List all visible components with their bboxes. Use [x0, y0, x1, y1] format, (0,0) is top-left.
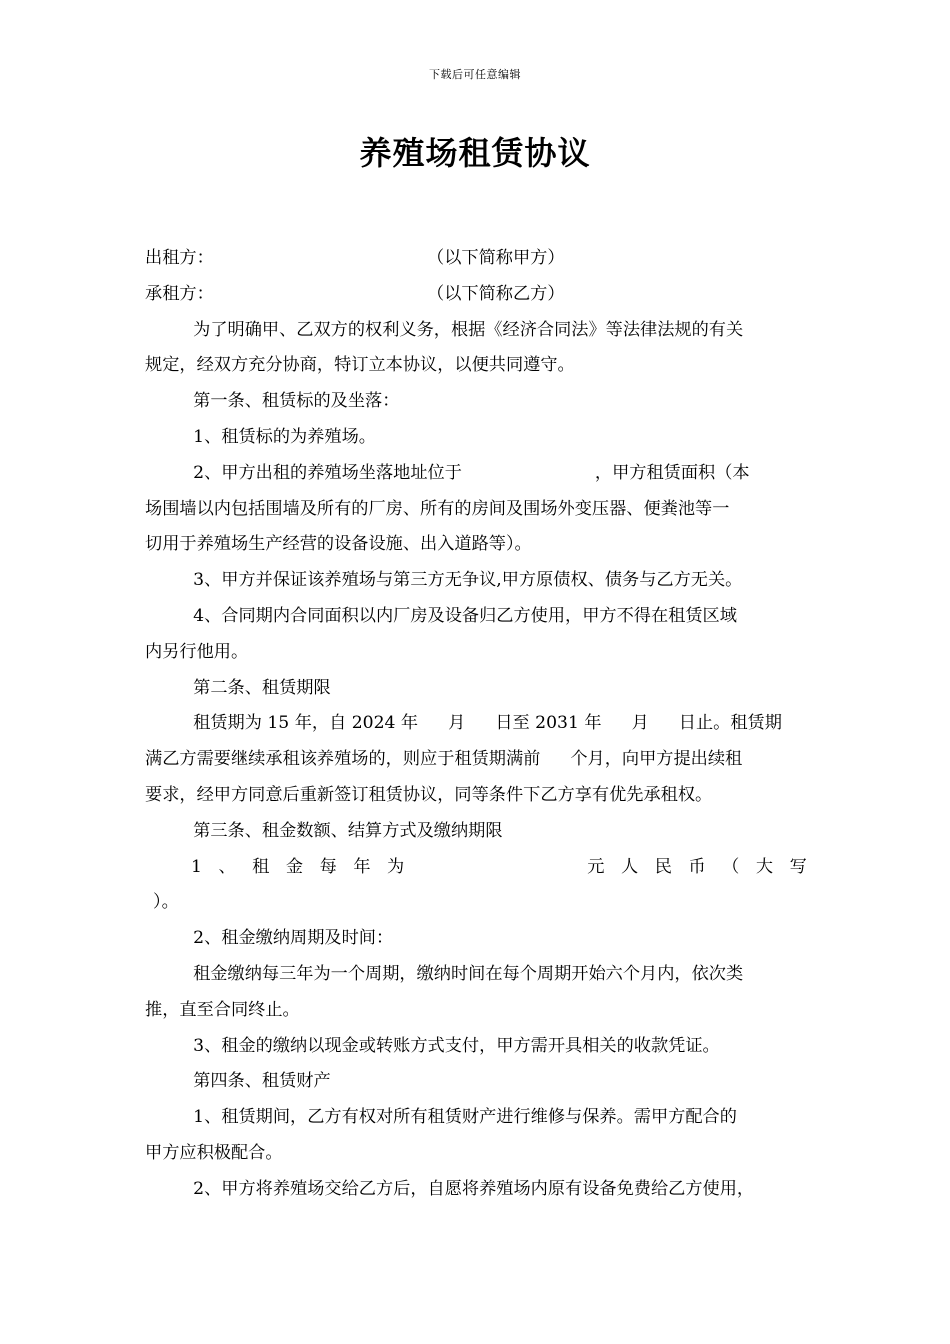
article-3-item-1-char: 每 [319, 856, 337, 877]
article-3-title: 第三条、租金数额、结算方式及缴纳期限 [193, 820, 503, 841]
article-3-item-1-char: 民 [654, 856, 672, 877]
article-1-item-2 [145, 456, 807, 492]
article-1-item-3: 3、甲方并保证该养殖场与第三方无争议,甲方原债权、债务与乙方无关。 [193, 570, 743, 591]
article-1-item-4-line-1: 4、合同期内合同面积以内厂房及设备归乙方使用，甲方不得在租赁区域 [193, 605, 737, 626]
article-2-title: 第二条、租赁期限 [193, 677, 331, 698]
article-2-line-2 [145, 742, 807, 778]
article-2-term-start: 租赁期为 15 年，自 2024 年 [193, 713, 419, 734]
header-note: 下载后可任意编辑 [429, 68, 521, 81]
article-2-month-1: 月 [448, 713, 466, 734]
article-1-item-2-line-2: 场围墙以内包括围墙及所有的厂房、所有的房间及围场外变压器、便粪池等一 [145, 498, 730, 519]
intro-line-2: 规定，经双方充分协商，特订立本协议，以便共同遵守。 [145, 355, 575, 376]
article-4-item-2-line-1: 2、甲方将养殖场交给乙方后，自愿将养殖场内原有设备免费给乙方使用， [193, 1178, 755, 1199]
article-4-item-1-line-1: 1、租赁期间，乙方有权对所有租赁财产进行维修与保养。需甲方配合的 [193, 1107, 737, 1128]
article-3-item-1 [145, 850, 807, 886]
article-3-item-1-char: 为 [387, 856, 405, 877]
article-4-title: 第四条、租赁财产 [193, 1071, 331, 1092]
article-2-month-2: 月 [631, 713, 649, 734]
article-3-item-1-char: （ [722, 856, 740, 877]
article-3-item-1-char: 写 [789, 856, 807, 877]
article-1-item-4-line-2: 内另行他用。 [145, 641, 249, 662]
article-3-item-1-char: 、 [218, 856, 236, 877]
article-3-item-1-char: 租 [252, 856, 270, 877]
article-2-line-2-part-a: 满乙方需要继续承租该养殖场的，则应于租赁期满前 [145, 749, 541, 770]
intro-line-1: 为了明确甲、乙双方的权利义务，根据《经济合同法》等法律法规的有关 [193, 319, 744, 340]
lessee-note: （以下简称乙方） [427, 283, 565, 304]
article-3-item-1-char: 金 [285, 856, 304, 877]
article-3-item-1-char: 1 [191, 856, 202, 877]
article-2-day-to-year: 日至 2031 年 [495, 713, 602, 734]
article-3-item-1-char: 人 [621, 856, 639, 877]
article-1-item-1: 1、租赁标的为养殖场。 [193, 426, 376, 447]
article-3-item-2-line-1: 租金缴纳每三年为一个周期，缴纳时间在每个周期开始六个月内，依次类 [193, 963, 744, 984]
article-3-item-2: 2、租金缴纳周期及时间： [193, 928, 394, 949]
article-3-item-1-end: ）。 [153, 892, 179, 913]
document-title: 养殖场租赁协议 [359, 134, 591, 172]
article-3-item-2-line-2: 推，直至合同终止。 [145, 999, 300, 1020]
article-2-term-end: 日止。租赁期 [678, 713, 782, 734]
article-3-item-1-char: 年 [353, 856, 371, 877]
article-1-item-2-part-b: ，甲方租赁面积（本 [594, 462, 750, 483]
article-3-item-1-char: 大 [755, 856, 774, 877]
article-3-item-1-char: 币 [688, 856, 706, 877]
blank-rent-amount [421, 850, 571, 886]
document-body [145, 241, 807, 1208]
article-3-item-3: 3、租金的缴纳以现金或转账方式支付，甲方需开具相关的收款凭证。 [193, 1035, 720, 1056]
article-2-line-1 [145, 706, 807, 742]
article-1-item-2-part-a: 2、甲方出租的养殖场坐落地址位于 [193, 462, 462, 483]
article-1-title: 第一条、租赁标的及坐落： [193, 391, 400, 412]
lessee-label: 承租方： [145, 283, 214, 304]
lessee-line [145, 277, 807, 313]
lessor-label: 出租方： [145, 248, 214, 268]
article-2-line-3: 要求，经甲方同意后重新签订租赁协议，同等条件下乙方享有优先承租权。 [145, 784, 713, 805]
article-3-item-1-char: 元 [587, 856, 605, 877]
lessor-line [145, 241, 807, 277]
article-1-item-2-line-3: 切用于养殖场生产经营的设备设施、出入道路等）。 [145, 534, 532, 555]
article-2-line-2-part-b: 个月，向甲方提出续租 [570, 749, 743, 770]
article-4-item-1-line-2: 甲方应积极配合。 [145, 1142, 283, 1163]
lessor-note: （以下简称甲方） [427, 248, 565, 268]
